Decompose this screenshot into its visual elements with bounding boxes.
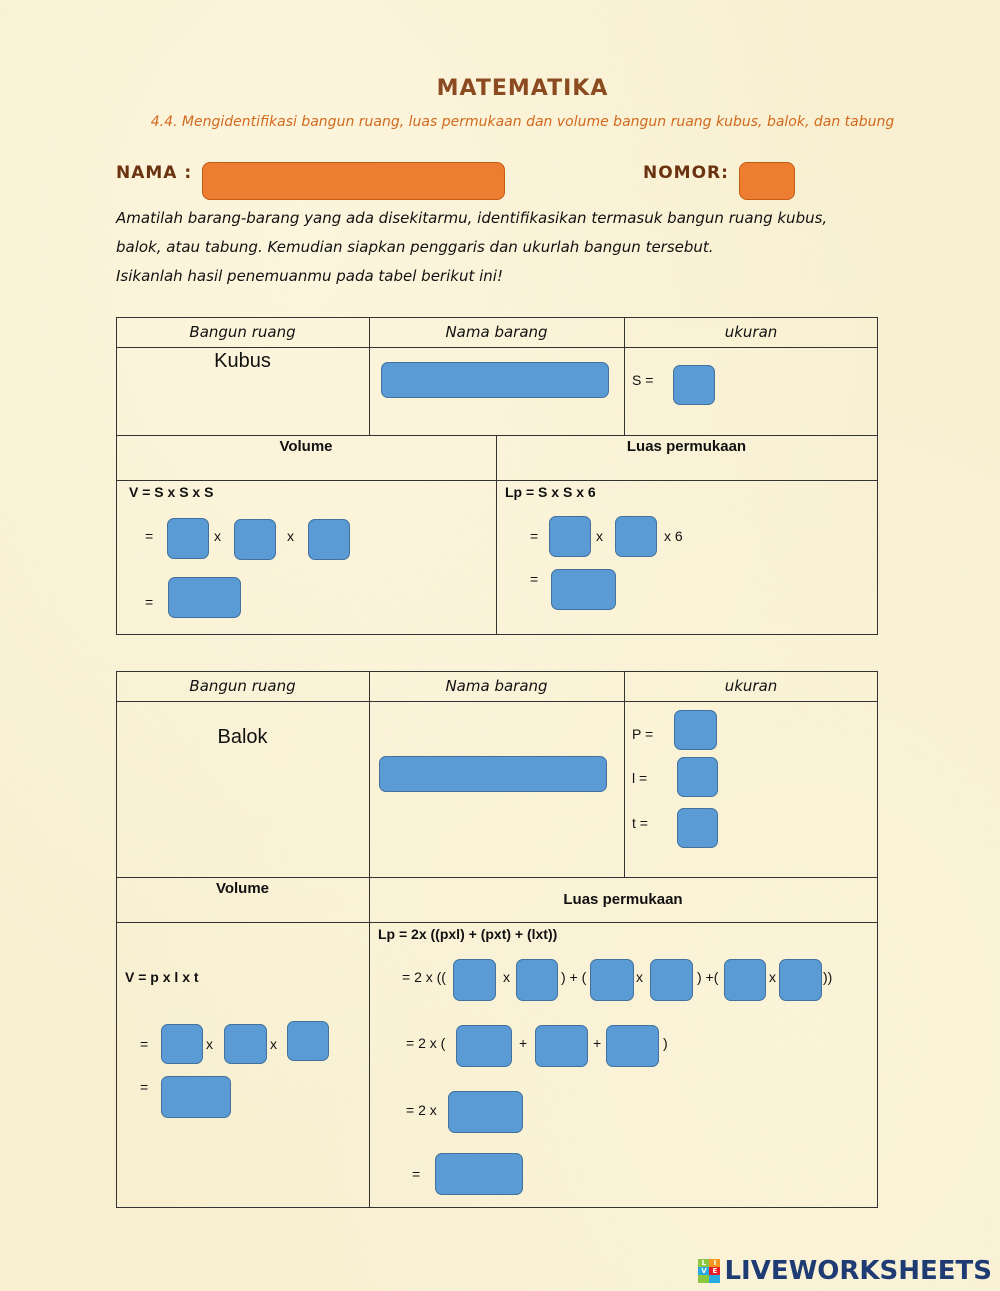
nama-barang-input-balok[interactable]: [379, 756, 607, 792]
times-sign: x: [596, 528, 603, 544]
instruction-line: balok, atau tabung. Kemudian siapkan penggaris dan ukurlah bangun tersebut.: [116, 238, 714, 256]
p-label: P =: [632, 726, 654, 742]
area-formula: Lp = S x S x 6: [505, 484, 596, 500]
area-input-sum-3[interactable]: [606, 1025, 659, 1067]
shape-name-kubus: Kubus: [214, 350, 271, 372]
equals-sign: =: [530, 528, 539, 544]
col-header-nama-barang: Nama barang: [445, 677, 548, 695]
area-input-sum-1[interactable]: [456, 1025, 512, 1067]
area-input-lt-l[interactable]: [724, 959, 766, 1001]
equals-sign: =: [412, 1166, 421, 1182]
area-result-input[interactable]: [435, 1153, 523, 1195]
instruction-line: Isikanlah hasil penemuanmu pada tabel berikut ini!: [116, 267, 503, 285]
area-header: Luas permukaan: [626, 438, 747, 455]
area-step-1-start: = 2 x ((: [402, 969, 446, 985]
times-six: x 6: [664, 528, 683, 544]
side-input[interactable]: [673, 365, 715, 405]
p-input[interactable]: [674, 710, 717, 750]
liveworksheets-logo: [698, 1256, 992, 1286]
nama-label: NAMA :: [116, 163, 193, 183]
volume-header: Volume: [215, 880, 270, 897]
area-input-pl-l[interactable]: [516, 959, 558, 1001]
area-input-2[interactable]: [615, 516, 657, 557]
instructions: [116, 204, 916, 291]
l-label: l =: [632, 770, 648, 786]
equals-sign: =: [140, 1079, 149, 1095]
col-header-ukuran: ukuran: [724, 677, 778, 695]
logo-letter: I: [709, 1259, 720, 1267]
times-sign: x: [270, 1036, 277, 1052]
liveworksheets-icon: [698, 1259, 720, 1283]
t-label: t =: [632, 815, 648, 831]
volume-input-1[interactable]: [167, 518, 209, 559]
volume-result-input[interactable]: [161, 1076, 231, 1118]
volume-input-2[interactable]: [234, 519, 276, 560]
area-header: Luas permukaan: [563, 891, 683, 908]
times-sign: x: [636, 969, 643, 985]
area-input-1[interactable]: [549, 516, 591, 557]
side-label: S =: [632, 372, 654, 388]
equals-sign: =: [145, 528, 154, 544]
area-step-1-mid: ) + (: [561, 969, 587, 985]
col-header-bangun-ruang: Bangun ruang: [189, 323, 296, 341]
page-subtitle: 4.4. Mengidentifikasi bangun ruang, luas permukaan dan volume bangun ruang kubus, balok, dan tabung: [150, 114, 895, 130]
volume-input-p[interactable]: [161, 1024, 203, 1064]
volume-formula: V = S x S x S: [129, 484, 214, 500]
col-header-bangun-ruang: Bangun ruang: [189, 677, 296, 695]
volume-input-3[interactable]: [308, 519, 350, 560]
times-sign: x: [287, 528, 294, 544]
logo-letter: E: [709, 1267, 720, 1275]
times-sign: x: [503, 969, 510, 985]
close-paren: ): [663, 1035, 668, 1051]
page-title: MATEMATIKA: [436, 76, 609, 101]
area-step-1-mid: ) +(: [697, 969, 719, 985]
area-input-sum-2[interactable]: [535, 1025, 588, 1067]
area-formula: Lp = 2x ((pxl) + (pxt) + (lxt)): [378, 926, 558, 942]
times-sign: x: [769, 969, 776, 985]
area-input-lt-t[interactable]: [779, 959, 822, 1001]
area-input-pt-t[interactable]: [650, 959, 693, 1001]
plus-sign: +: [593, 1035, 602, 1051]
volume-input-t[interactable]: [287, 1021, 329, 1061]
area-step-1-end: )): [823, 969, 833, 985]
times-sign: x: [206, 1036, 213, 1052]
equals-sign: =: [140, 1036, 149, 1052]
area-input-pl-p[interactable]: [453, 959, 496, 1001]
times-sign: x: [214, 528, 221, 544]
shape-name-balok: Balok: [217, 726, 268, 748]
area-step-2-start: = 2 x (: [406, 1035, 446, 1051]
area-input-pt-p[interactable]: [590, 959, 634, 1001]
equals-sign: =: [530, 571, 539, 587]
volume-formula: V = p x l x t: [125, 969, 199, 985]
nama-input[interactable]: [202, 162, 505, 200]
logo-letter: L: [698, 1259, 709, 1267]
equals-sign: =: [145, 594, 154, 610]
plus-sign: +: [519, 1035, 528, 1051]
l-input[interactable]: [677, 757, 718, 797]
instruction-line: Amatilah barang-barang yang ada disekitarmu, identifikasikan termasuk bangun ruang kubus,: [116, 209, 828, 227]
area-step-3-start: = 2 x: [406, 1102, 437, 1118]
nama-barang-input-kubus[interactable]: [381, 362, 609, 398]
logo-letter: V: [698, 1267, 709, 1275]
col-header-nama-barang: Nama barang: [445, 323, 548, 341]
volume-result-input[interactable]: [168, 577, 241, 618]
nomor-label: NOMOR:: [643, 163, 729, 183]
col-header-ukuran: ukuran: [724, 323, 778, 341]
area-input-total-sum[interactable]: [448, 1091, 523, 1133]
volume-header: Volume: [279, 438, 333, 455]
t-input[interactable]: [677, 808, 718, 848]
volume-input-l[interactable]: [224, 1024, 267, 1064]
logo-text: LIVEWORKSHEETS: [724, 1256, 992, 1286]
area-result-input[interactable]: [551, 569, 616, 610]
nomor-input[interactable]: [739, 162, 795, 200]
